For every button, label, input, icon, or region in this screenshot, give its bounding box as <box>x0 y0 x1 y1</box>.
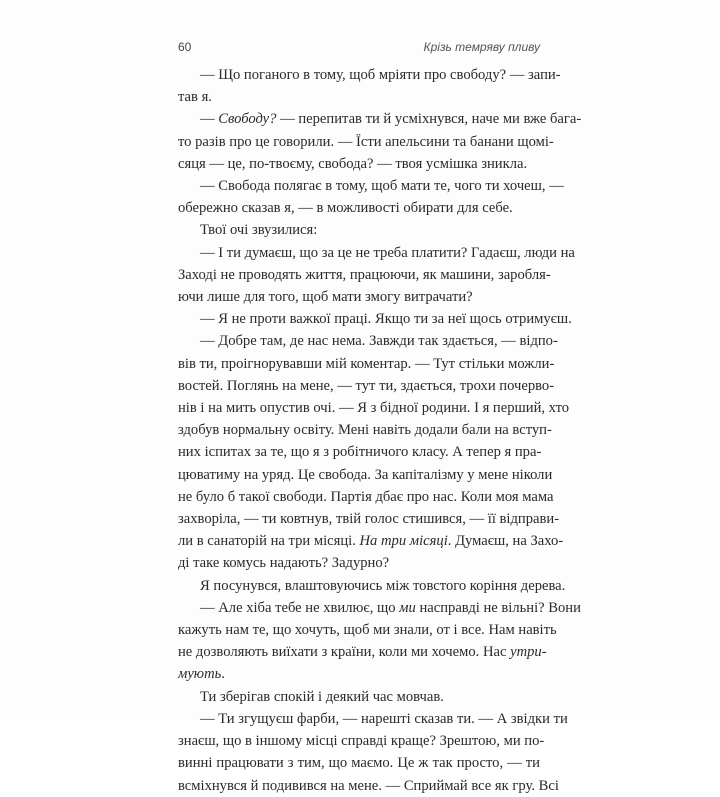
text-run: — Але хіба тебе не хвилює, що <box>200 599 400 616</box>
text-line: — Свобода полягає в тому, щоб мати те, чого ти хочеш, — <box>200 178 564 195</box>
text-run: ли в санаторій на три місяці. <box>178 533 360 550</box>
italic-emphasis: утри- <box>510 644 547 661</box>
body-text <box>178 64 582 797</box>
text-line: тав я. <box>178 89 212 106</box>
text-line <box>178 663 540 685</box>
text-line <box>178 108 582 130</box>
running-head <box>178 38 540 56</box>
text-line: — Ти згущуєш фарби, — нарешті сказав ти. — А звідки ти <box>200 710 568 727</box>
text-run: насправді не вільні? Вони <box>415 599 581 616</box>
text-line: ючи лише для того, щоб мати змогу витрачати? <box>178 289 473 306</box>
text-line <box>178 530 564 552</box>
text-line: — І ти думаєш, що за це не треба платити? Гадаєш, люди на <box>200 244 575 261</box>
page-number: 60 <box>178 40 192 54</box>
text-line <box>178 641 547 663</box>
text-run: — <box>200 111 219 128</box>
text-line <box>178 597 581 619</box>
italic-emphasis: На три місяці <box>359 533 448 550</box>
text-line: то разів про це говорили. — Їсти апельсини та банани щомі- <box>178 133 554 150</box>
text-line: — Що поганого в тому, щоб мріяти про свободу? — запи- <box>200 67 561 83</box>
text-line: цюватиму на уряд. Це свобода. За капіталізму у мене ніколи <box>178 466 553 483</box>
text-line: винні працювати з тим, що маємо. Це ж так просто, — ти <box>178 755 540 772</box>
text-run: — перепитав ти й усміхнувся, наче ми вже бага- <box>276 111 582 128</box>
text-run: не дозволяють виїхати з країни, коли ми хочемо. Нас <box>178 644 511 661</box>
text-line: захворіла, — ти ковтнув, твій голос стишився, — її відправи- <box>178 511 560 528</box>
text-line: них іспитах за те, що я з робітничого класу. А тепер я пра- <box>178 444 542 461</box>
text-line: — Я не проти важкої праці. Якщо ти за неї щось отримуєш. <box>200 311 572 328</box>
text-line: вів ти, проігнорувавши мій коментар. — Тут стільки можли- <box>178 355 555 372</box>
italic-emphasis: мують <box>178 666 222 683</box>
text-line: Я посунувся, влаштовуючись між товстого коріння дерева. <box>200 577 566 594</box>
text-line: Ти зберігав спокій і деякий час мовчав. <box>200 688 444 705</box>
text-line: — Добре там, де нас нема. Завжди так здається, — відпо- <box>200 333 558 350</box>
text-line: обережно сказав я, — в можливості обирати для себе. <box>178 200 513 217</box>
text-line: Заході не проводять життя, працюючи, як машини, заробля- <box>178 266 551 283</box>
text-line: здобув нормальну освіту. Мені навіть додали бали на вступ- <box>178 422 552 439</box>
text-line: всміхнувся й подивився на мене. — Сприймай все як гру. Всі <box>178 777 559 794</box>
text-line: ді таке комусь надають? Задурно? <box>178 555 390 572</box>
text-line: знаєш, що в іншому місці справді краще? Зрештою, ми по- <box>178 733 545 750</box>
book-title: Крізь темряву пливу <box>423 40 540 54</box>
text-line: востей. Поглянь на мене, — тут ти, здається, трохи почерво- <box>178 377 555 394</box>
text-line: не було б такої свободи. Партія дбає про нас. Коли моя мама <box>178 488 554 505</box>
italic-emphasis: ми <box>399 599 416 616</box>
text-run: . <box>221 666 225 683</box>
text-run: . Думаєш, на Захо- <box>447 533 564 550</box>
text-line: сяця — це, по-твоєму, свобода? — твоя усмішка зникла. <box>178 155 528 172</box>
italic-emphasis: Свободу? <box>218 111 277 128</box>
text-line: нів і на мить опустив очі. — Я з бідної родини. І я перший, хто <box>178 400 570 417</box>
text-line: Твої очі звузилися: <box>200 222 318 239</box>
text-line: кажуть нам те, що хочуть, щоб ми знали, от і все. Нам навіть <box>178 622 557 639</box>
